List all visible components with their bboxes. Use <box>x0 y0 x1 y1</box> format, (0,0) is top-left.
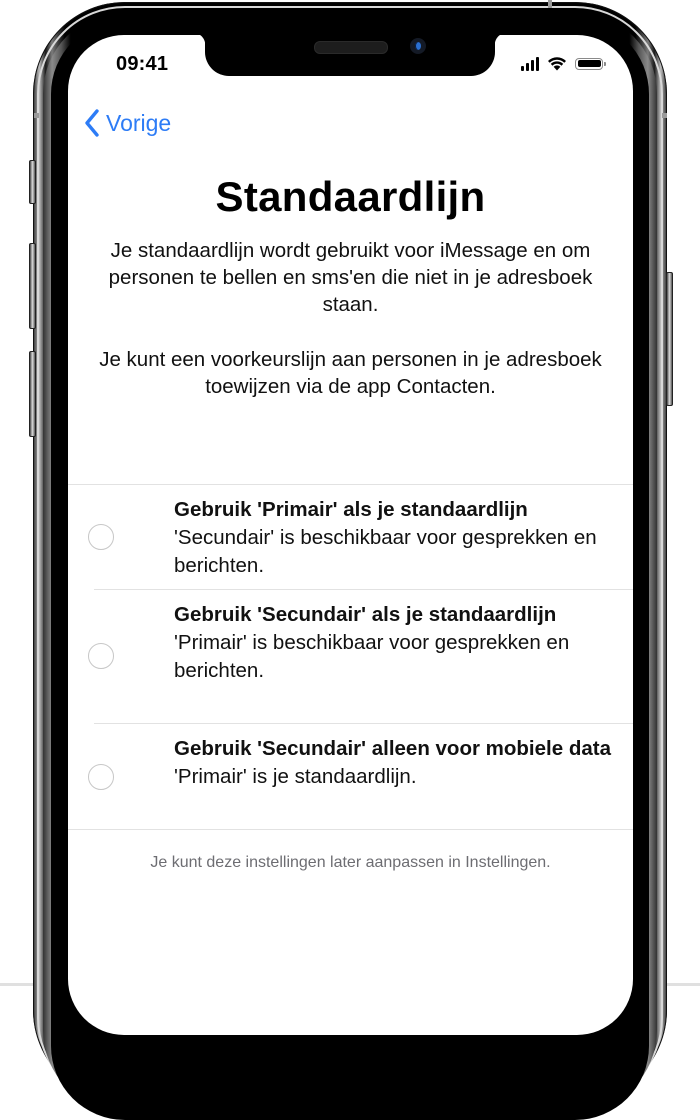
battery-icon <box>575 58 603 70</box>
notch <box>205 35 495 76</box>
antenna-band-top <box>548 0 552 8</box>
radio-button[interactable] <box>88 524 114 550</box>
volume-up-button <box>29 243 36 329</box>
antenna-band-right <box>662 113 667 118</box>
back-button-label: Vorige <box>106 109 172 136</box>
description-secondary: Je kunt een voorkeurslijn aan personen in je adresboek toewijzen via de app Contacten. <box>99 348 602 398</box>
antenna-band-left <box>34 113 39 118</box>
mute-switch <box>29 160 36 204</box>
option-secondary-default[interactable] <box>68 590 633 723</box>
earpiece-speaker <box>314 41 388 54</box>
signal-icon <box>521 57 539 71</box>
radio-button[interactable] <box>88 764 114 790</box>
option-subtitle: 'Primair' is beschikbaar voor gesprekken en berichten. <box>174 631 570 682</box>
option-title: Gebruik 'Secundair' alleen voor mobiele data <box>174 737 611 760</box>
back-button[interactable] <box>84 109 171 137</box>
phone-screen <box>68 35 633 1035</box>
description-primary: Je standaardlijn wordt gebruikt voor iMessage en om personen te bellen en sms'en die niet in je adresboek staan. <box>108 239 593 316</box>
radio-button[interactable] <box>88 643 114 669</box>
option-title: Gebruik 'Secundair' als je standaardlijn <box>174 603 557 626</box>
option-primary-default[interactable] <box>68 485 633 589</box>
option-secondary-data-only[interactable] <box>68 724 633 829</box>
option-title: Gebruik 'Primair' als je standaardlijn <box>174 498 528 521</box>
wifi-icon <box>547 56 567 71</box>
status-icons <box>521 56 603 71</box>
front-camera <box>410 38 426 54</box>
default-line-options <box>68 484 633 830</box>
chevron-left-icon <box>84 109 100 137</box>
volume-down-button <box>29 351 36 437</box>
footer-note: Je kunt deze instellingen later aanpassen in Instellingen. <box>150 854 551 871</box>
status-time: 09:41 <box>116 53 169 75</box>
side-power-button <box>666 272 673 406</box>
option-subtitle: 'Primair' is je standaardlijn. <box>174 765 417 788</box>
page-title: Standaardlijn <box>215 173 486 220</box>
divider <box>68 829 633 830</box>
option-subtitle: 'Secundair' is beschikbaar voor gesprekken en berichten. <box>174 526 597 577</box>
